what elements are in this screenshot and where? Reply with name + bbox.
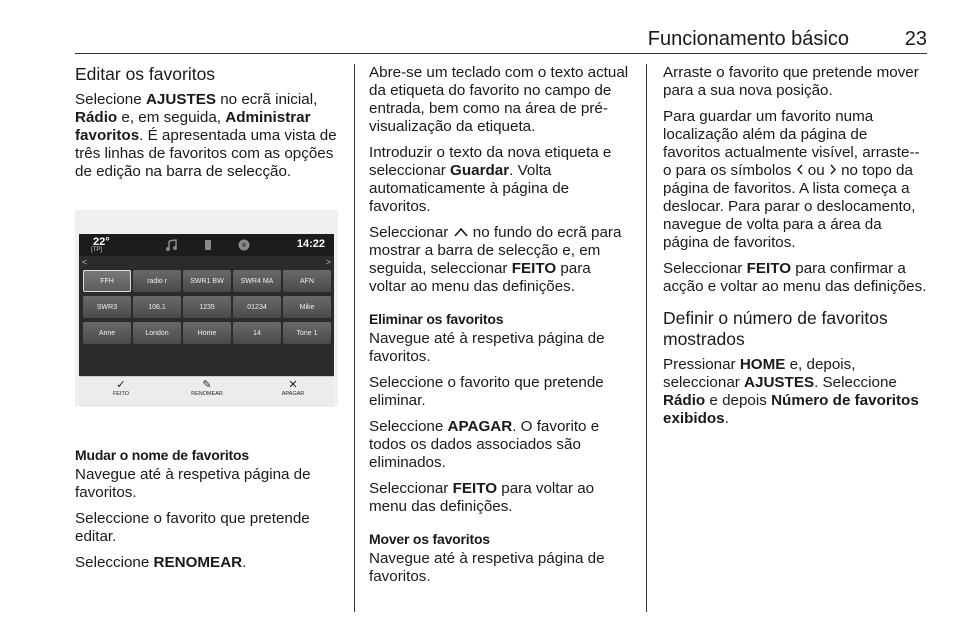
paragraph: Navegue até à respetiva página de favoritos. (369, 330, 605, 365)
checkmark-icon: ✓ (116, 379, 126, 391)
screen-display (79, 234, 334, 382)
selection-bar (79, 376, 334, 407)
phone-icon[interactable] (201, 238, 215, 252)
chevron-left-icon[interactable]: < (82, 257, 88, 267)
paragraph: Arraste o favorito que pretende mover para a sua nova posição. (663, 64, 919, 99)
chevron-right-icon (829, 164, 837, 175)
paragraph: Seleccione APAGAR. O favorito e todos os dados associados são eliminados. (369, 418, 600, 471)
favorite-button[interactable]: 106.1 (133, 296, 181, 318)
delete-button[interactable]: ✕ APAGAR (263, 379, 323, 397)
favorite-button[interactable]: 1235 (183, 296, 231, 318)
favorite-button[interactable]: 14 (233, 322, 281, 344)
paragraph: Seleccionar FEITO para voltar ao menu das definições. (369, 480, 595, 515)
paragraph: Seleccione o favorito que pretende editar. (75, 510, 310, 545)
paragraph: Para guardar um favorito numa localização além da página de favoritos actualmente visível, arraste--o para os símbolos ou no topo da página de favoritos. A lista começa a deslocar. Para parar o deslocamento, navegue de volta para a área da página de favoritos. (663, 108, 920, 251)
subheading: Eliminar os favoritos (369, 311, 504, 327)
favorite-button[interactable]: SWR1 BW (183, 270, 231, 292)
tp-indicator: [TP] (91, 247, 103, 253)
close-icon: ✕ (288, 379, 298, 391)
favorite-button[interactable]: 01234 (233, 296, 281, 318)
paragraph: Seleccione RENOMEAR. (75, 554, 247, 571)
globe-icon[interactable] (237, 238, 251, 252)
music-note-icon[interactable] (165, 238, 179, 252)
favorite-button[interactable]: radio r (133, 270, 181, 292)
paragraph: Introduzir o texto da nova etiqueta e seleccionar Guardar. Volta automaticamente à página de favoritos. (369, 144, 612, 215)
favorite-button[interactable]: Home (183, 322, 231, 344)
subheading: Mudar o nome de favoritos (75, 447, 249, 463)
section-heading: Editar os favoritos (75, 64, 216, 84)
paragraph: Selecione AJUSTES no ecrã inicial, Rádio e, em seguida, Administrar favoritos. É apresentada uma vista de três linhas de favoritos com as opções de edição na barra de selecção. (75, 91, 337, 180)
column-3 (663, 64, 927, 436)
favorite-button[interactable]: SWR3 (83, 296, 131, 318)
column-2 (369, 64, 631, 594)
page-number: 23 (904, 28, 927, 50)
favorite-button[interactable]: Mike (283, 296, 331, 318)
header-rule (75, 53, 927, 54)
header-title: Funcionamento básico (647, 28, 849, 50)
favorite-button[interactable]: FFH (83, 270, 131, 292)
column-1-lower (75, 446, 343, 580)
chevron-left-icon (796, 164, 804, 175)
paragraph: Seleccionar no fundo do ecrã para mostrar a barra de selecção e, em seguida, seleccionar FEITO para voltar ao menu das definições. (369, 224, 622, 295)
pencil-icon: ✎ (202, 379, 212, 391)
paragraph: Pressionar HOME e, depois, seleccionar AJUSTES. Seleccione Rádio e depois Número de favoritos exibidos. (663, 356, 919, 427)
paragraph: Abre-se um teclado com o texto actual da etiqueta do favorito no campo de entrada, bem como na área de pré-visualização da etiqueta. (369, 64, 629, 135)
clock: 14:22 (296, 238, 325, 250)
chevron-right-icon[interactable]: > (325, 257, 331, 267)
favorite-button[interactable]: London (133, 322, 181, 344)
status-bar (79, 234, 334, 256)
section-heading: Definir o número de favoritos mostrados (663, 308, 888, 349)
column-1 (75, 64, 343, 189)
favorite-button[interactable]: SWR4 MA (233, 270, 281, 292)
page-navigation (79, 259, 334, 269)
paragraph: Seleccione o favorito que pretende eliminar. (369, 374, 604, 409)
subheading: Mover os favoritos (369, 531, 490, 547)
rename-button[interactable]: ✎ RENOMEAR (177, 379, 237, 397)
temperature: 22° (93, 236, 110, 248)
column-divider (354, 64, 355, 612)
column-divider (646, 64, 647, 612)
favorite-button[interactable]: Anne (83, 322, 131, 344)
infotainment-screenshot (75, 210, 338, 406)
paragraph: Seleccionar FEITO para confirmar a acção e voltar ao menu das definições. (663, 260, 927, 295)
favorite-button[interactable]: AFN (283, 270, 331, 292)
done-button[interactable]: ✓ FEITO (91, 379, 151, 397)
chevron-up-icon (453, 226, 469, 238)
paragraph: Navegue até à respetiva página de favoritos. (75, 466, 311, 501)
page-header (75, 26, 927, 52)
paragraph: Navegue até à respetiva página de favoritos. (369, 550, 605, 585)
favorite-button[interactable]: Tone 1 (283, 322, 331, 344)
